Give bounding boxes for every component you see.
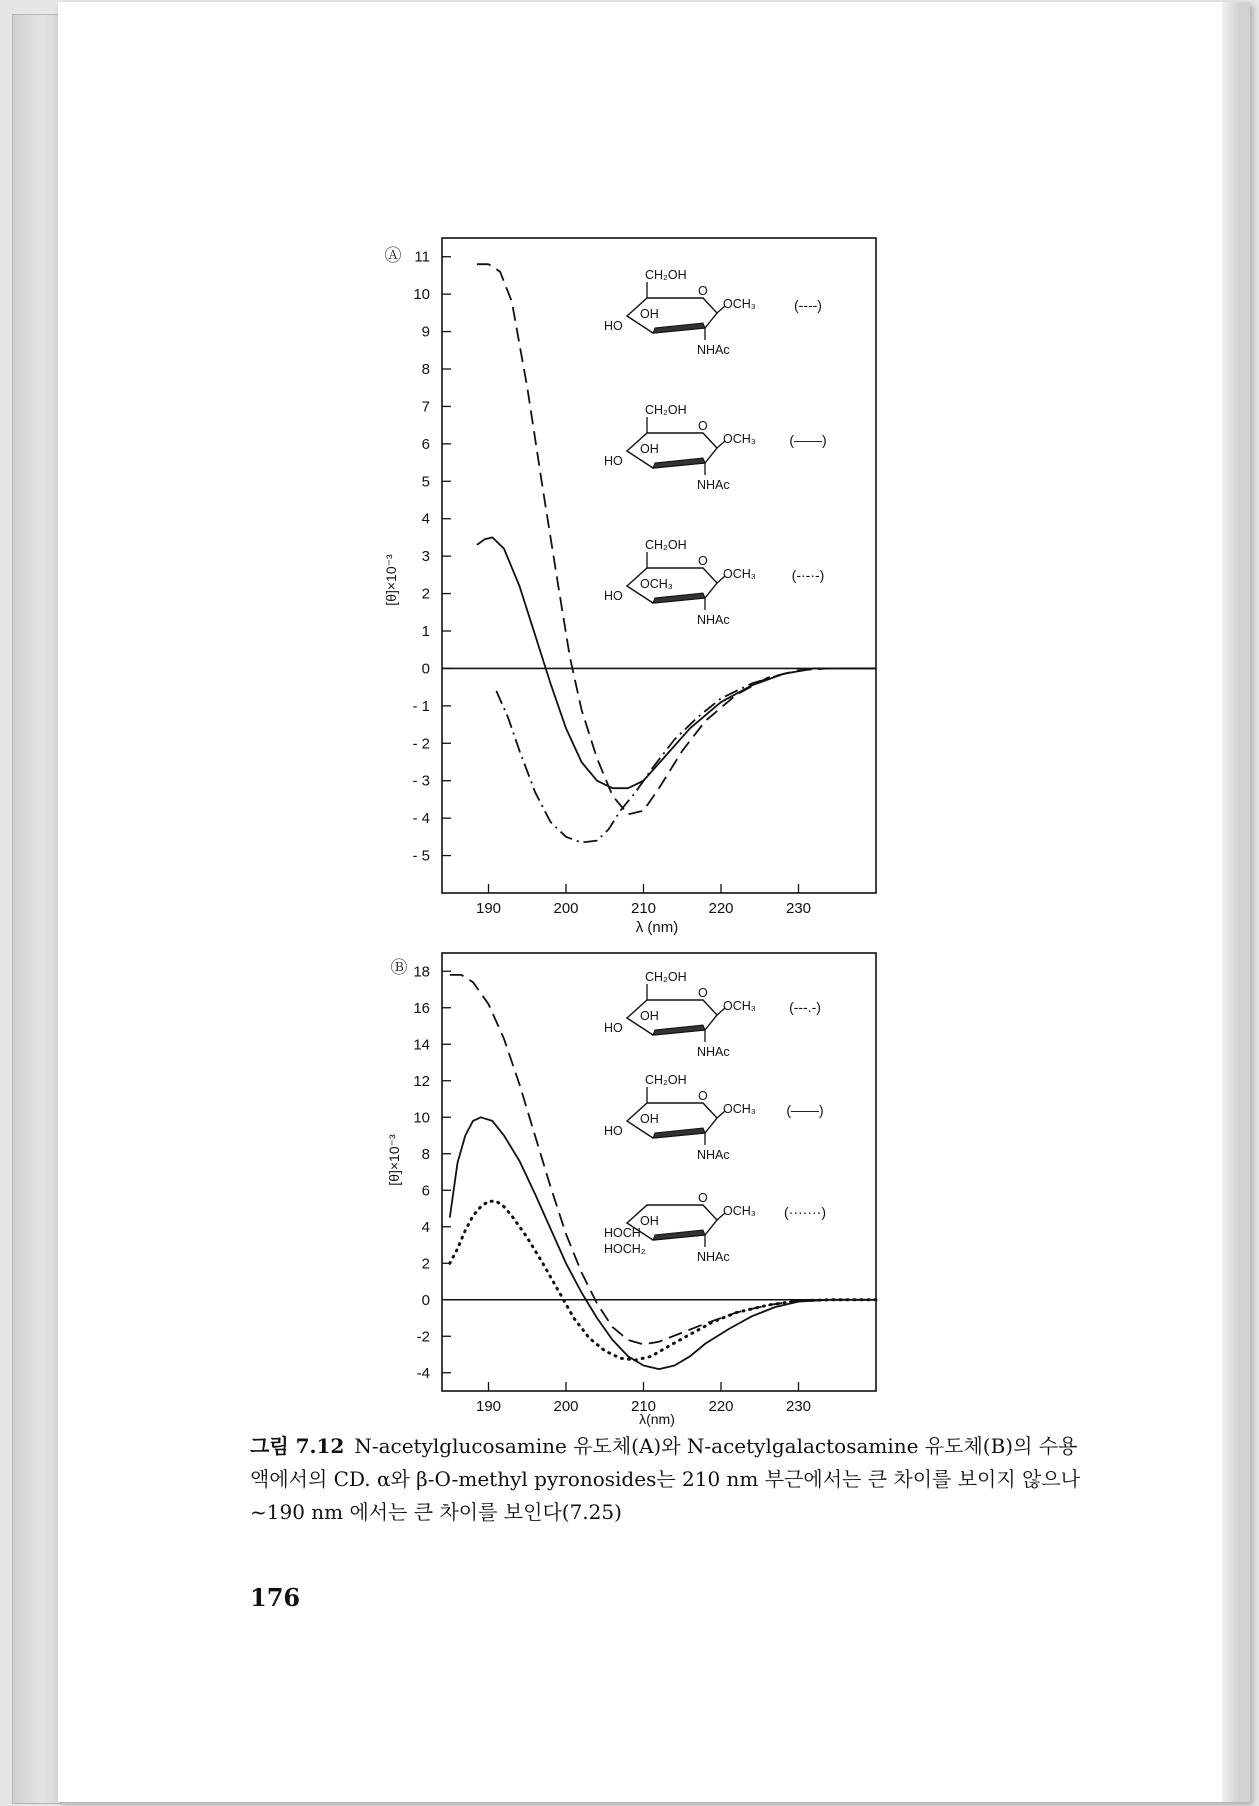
c3-substituent-label: OH [640, 1009, 659, 1023]
ch2oh-label: CH₂OH [645, 970, 687, 984]
ch2oh-label: CH₂OH [645, 268, 687, 282]
y-tick-label: 5 [421, 473, 430, 491]
legend-line-key: (-·-·-) [791, 567, 825, 583]
c3-substituent-label: OH [640, 1112, 659, 1126]
x-tick-label: 230 [785, 900, 812, 917]
y-tick-label: 3 [421, 548, 430, 566]
ring-bold-edge [653, 323, 705, 333]
structure-formula [604, 1073, 756, 1162]
panel-b-frame [442, 953, 876, 1391]
y-tick-label: - 2 [412, 735, 430, 753]
chart-panel-a [383, 238, 876, 936]
legend-line-key: (----) [794, 297, 822, 313]
y-tick-label: 10 [413, 286, 430, 304]
y-tick-label: 0 [421, 1291, 430, 1309]
y-tick-label: - 4 [412, 810, 430, 828]
nhac-label: NHAc [697, 613, 730, 627]
anomeric-label: OCH₃ [723, 297, 756, 311]
caption-text: N-acetylglucosamine 유도체(A)와 N-acetylgalactosamine 유도체(B)의 수용액에서의 CD. α와 β-O-methyl pyronosides는 210 nm 부근에서는 큰 차이를 보이지 않으나 ~190 nm 에서는 큰 차이를 보인다(7.25) [250, 1434, 1080, 1524]
structure-formula [604, 268, 756, 357]
panel-a-xlabel: λ (nm) [635, 919, 679, 936]
c3-substituent-label: OH [640, 1214, 659, 1228]
ring-bold-edge [653, 1230, 705, 1240]
y-tick-label: 18 [413, 963, 430, 981]
structure-formula [604, 1191, 756, 1264]
legend-line-key: (---.-) [789, 999, 821, 1015]
y-tick-label: 12 [413, 1072, 430, 1090]
ho-label: HO [604, 319, 623, 333]
y-tick-label: - 5 [412, 847, 430, 865]
page-number: 176 [250, 1583, 301, 1612]
y-tick-label: -2 [416, 1328, 430, 1346]
x-tick-label: 210 [630, 900, 657, 917]
panel-a-ylabel: [θ]×10⁻³ [383, 554, 399, 606]
y-tick-label: 8 [421, 1145, 430, 1163]
y-tick-label: 8 [421, 361, 430, 378]
panel-b-ylabel: [θ]×10⁻³ [386, 1134, 402, 1186]
y-tick-label: - 3 [412, 772, 430, 790]
y-tick-label: 1 [421, 623, 430, 640]
nhac-label: NHAc [697, 343, 730, 357]
panel-b-label: Ⓑ [390, 958, 408, 977]
chart-panel-b [386, 953, 876, 1427]
hoch2-label: HOCH₂ [604, 1242, 646, 1256]
structure-formula [604, 538, 756, 627]
panel-a-series [477, 264, 876, 842]
ho-label: HO [604, 1021, 623, 1035]
x-tick-label: 200 [553, 1398, 579, 1415]
ring-oxygen-label: O [698, 554, 708, 568]
panel-b-legend [604, 970, 826, 1264]
legend-line-key: (——) [786, 1102, 824, 1118]
x-tick-label: 230 [785, 1398, 812, 1415]
c3-substituent-label: OCH₃ [640, 577, 673, 591]
ring-bold-edge [653, 1025, 705, 1035]
anomeric-label: OCH₃ [723, 432, 756, 446]
anomeric-label: OCH₃ [723, 1102, 756, 1116]
x-tick-label: 220 [708, 900, 734, 917]
ring-bold-edge [653, 593, 705, 603]
x-tick-label: 190 [475, 900, 502, 917]
panel-a-legend [604, 268, 827, 627]
y-tick-label: 2 [421, 585, 430, 603]
y-tick-label: -4 [416, 1364, 430, 1382]
ho-label: HO [604, 1124, 623, 1138]
nhac-label: NHAc [697, 1250, 730, 1264]
ring-oxygen-label: O [698, 1089, 708, 1103]
y-tick-label: 6 [421, 435, 430, 453]
ring-oxygen-label: O [698, 419, 708, 433]
panel-a-frame [442, 238, 876, 893]
y-tick-label: 4 [421, 1218, 430, 1236]
y-tick-label: 6 [421, 1182, 430, 1200]
y-tick-label: 9 [421, 323, 430, 341]
y-tick-label: 14 [413, 1036, 430, 1054]
x-tick-label: 190 [475, 1398, 502, 1415]
panel-b-xlabel: λ(nm) [639, 1411, 675, 1427]
figure-caption [250, 1430, 1080, 1529]
x-tick-label: 210 [630, 1398, 657, 1415]
legend-line-key: (——) [789, 432, 827, 448]
y-tick-label: 4 [421, 510, 430, 528]
ch2oh-label: CH₂OH [645, 538, 687, 552]
series-line-dash-dot [496, 668, 876, 842]
y-tick-label: 0 [421, 660, 430, 678]
x-tick-label: 220 [708, 1398, 734, 1415]
ho-label: HO [604, 454, 623, 468]
y-tick-label: 10 [413, 1109, 430, 1127]
panel-a-label: Ⓐ [384, 246, 402, 265]
c3-substituent-label: OH [640, 442, 659, 456]
ch2oh-label: CH₂OH [645, 1073, 687, 1087]
series-line-solid [450, 1117, 876, 1369]
panel-b-ticks [413, 963, 876, 1415]
figure-number: 그림 7.12 [250, 1434, 345, 1458]
series-line-dotted [450, 1201, 876, 1360]
y-tick-label: - 1 [412, 697, 430, 715]
ho-label: HO [604, 589, 623, 603]
y-tick-label: 2 [421, 1255, 430, 1273]
structure-formula [604, 970, 756, 1059]
nhac-label: NHAc [697, 478, 730, 492]
ch2oh-label: CH₂OH [645, 403, 687, 417]
ho-label: HOCH [604, 1226, 641, 1240]
ring-bold-edge [653, 458, 705, 468]
ring-oxygen-label: O [698, 1191, 708, 1205]
x-tick-label: 200 [553, 900, 579, 917]
anomeric-label: OCH₃ [723, 1204, 756, 1218]
y-tick-label: 11 [414, 248, 430, 266]
nhac-label: NHAc [697, 1045, 730, 1059]
y-tick-label: 7 [421, 398, 430, 416]
ring-oxygen-label: O [698, 986, 708, 1000]
anomeric-label: OCH₃ [723, 999, 756, 1013]
anomeric-label: OCH₃ [723, 567, 756, 581]
ring-oxygen-label: O [698, 284, 708, 298]
c3-substituent-label: OH [640, 307, 659, 321]
structure-formula [604, 403, 756, 492]
nhac-label: NHAc [697, 1148, 730, 1162]
y-tick-label: 16 [413, 999, 430, 1017]
ring-bold-edge [653, 1128, 705, 1138]
legend-line-key: (·······) [784, 1204, 826, 1220]
